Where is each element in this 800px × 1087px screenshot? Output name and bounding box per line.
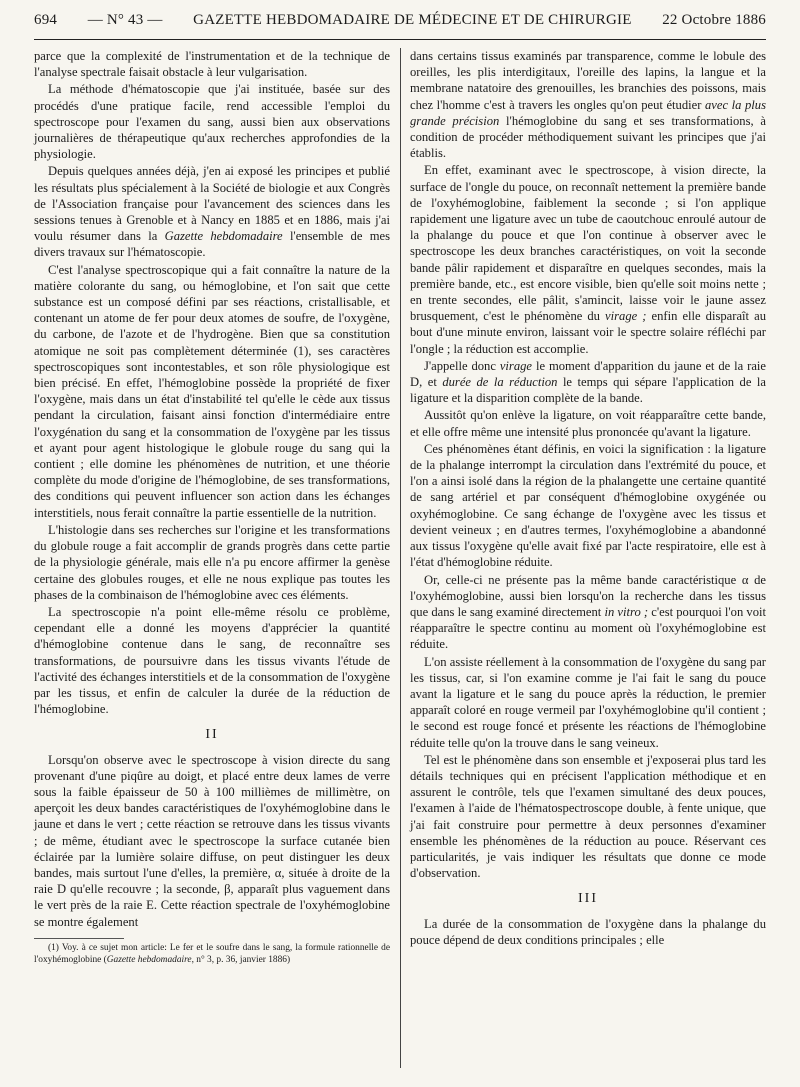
paragraph: parce que la complexité de l'instrumentation et de la technique de l'analyse spectrale faisait obstacle à leur vulgarisation. (34, 49, 390, 80)
paragraph: L'histologie dans ses recherches sur l'origine et les transformations du globule rouge a fait accomplir de grands progrès dans cette partie de la physiologie générale, mais elle n'a pu encore affirmer la genèse certaine des globules rouges, et elle ne nous explique pas toutes les phases de la combinaison de l'hémoglobine avec ces éléments. (34, 522, 390, 602)
paragraph: Aussitôt qu'on enlève la ligature, on voit réapparaître cette bande, et elle offre même une intensité plus prononcée qu'avant la ligature. (410, 408, 766, 439)
paragraph: Depuis quelques années déjà, j'en ai exposé les principes et publié les résultats plus spécialement à la Société de biologie et aux Congrès de l'Association française pour l'avancement des sciences dans les sessions tenues à Grenoble et à Nancy en 1885 et en 1886, mais j'ai voulu résumer dans la Gazette hebdomadaire l'ensemble de mes divers travaux sur l'hématoscopie. (34, 164, 391, 260)
section-heading: III (578, 891, 598, 907)
journal-title: GAZETTE HEBDOMADAIRE DE MÉDECINE ET DE CHIRURGIE (193, 12, 632, 28)
paragraph: J'appelle donc virage le moment d'apparition du jaune et de la raie D, et durée de la réduction le temps qui sépare l'application de la ligature et la disparition complète de la bande. (410, 358, 767, 406)
issue-date: 22 Octobre 1886 (662, 12, 766, 28)
paragraph: Lorsqu'on observe avec le spectroscope à vision directe du sang provenant d'une piqûre au doigt, et placé entre deux lames de verre sous la faible épaisseur de 50 à 100 millièmes de millimètre, on aperçoit les deux bandes caractéristiques de l'oxyhémoglobine dans le jaune et dans le vert ; cette réaction se retrouve dans les tissus vivants ; de même, étudiant avec le spectroscope la surface cutanée bien éclairée par la lumière solaire diffuse, on peut distinguer les deux bandes, mais surtout l'une d'elles, la première, α, située à droite de la raie D qu'elle recouvre ; la seconde, β, apparaît plus vaguement dans le vert près de la raie E. Cette réaction spectrale de l'oxyhémoglobine se montre également (34, 752, 390, 929)
footnote-rule (34, 938, 124, 939)
paragraph: La durée de la consommation de l'oxygène dans la phalange du pouce dépend de deux conditions principales ; elle (410, 916, 766, 947)
paragraph: La méthode d'hématoscopie que j'ai instituée, basée sur des procédés d'une pratique facile, rend accessible l'emploi du spectroscope pour l'examen du sang, aussi bien aux observations journalières de thérapeutique qu'aux recherches approfondies de la physiologie. (34, 82, 390, 162)
left-column (34, 48, 390, 966)
section-heading: II (205, 727, 219, 743)
page-number: 694 (34, 12, 58, 28)
paragraph: C'est l'analyse spectroscopique qui a fait connaître la nature de la matière colorante du sang, ou hémoglobine, et l'on sait que cette substance est un composé défini par ses réactions, cristallisable, et contenant un atome de fer pour deux atomes de soufre, de l'oxygène, du carbone, de l'azote et de l'hydrogène. Bien que sa constitution atomique ne soit pas complètement déterminée (1), ses caractères spectroscopiques sont incontestables, et son rôle physiologique est bien précisé. En effet, l'hémoglobine possède la propriété de fixer l'oxygène, mais dans un état d'instabilité tel qu'elle le cède aux tissus pendant la circulation, faisant ainsi fonction d'intermédiaire entre l'oxygénation du sang et la consommation de l'oxygène par les tissus et ayant pour agent histologique le globule rouge du sang qui la contient ; elle domine les phénomènes de nutrition, et une théorie complète du mode d'origine de l'hémoglobine, de ses transformations, des conditions qui peuvent influencer son action dans les échanges interstitiels, nous ferait connaître la partie essentielle de la nutrition. (34, 262, 390, 520)
right-column (410, 48, 766, 949)
paragraph: L'on assiste réellement à la consommation de l'oxygène du sang par les tissus, car, si l'on examine comme je l'ai fait le sang du pouce avant la ligature et le sang du pouce après la réduction, le premier apparaît coloré en rouge vermeil par l'oxyhémoglobine qu'il contient ; le second est rouge foncé et présente les réactions de l'hémoglobine réduite telle qu'on la trouve dans le sang veineux. (410, 654, 766, 750)
paragraph: En effet, examinant avec le spectroscope, à vision directe, la surface de l'ongle du pouce, on reconnaît nettement la première bande de l'oxyhémoglobine, faiblement la seconde ; si l'on applique rapidement une ligature avec un tube de caoutchouc enroulé autour de la phalange du pouce et que l'on continue à observer avec le spectroscope les deux branches caractéristiques, on voit la seconde bande pâlir rapidement et disparaître en quelques secondes, mais la première bande, etc., est encore visible, bien qu'elle soit moins nette ; en trente secondes, elle pâlit, s'amincit, laisse voir le jaune assez brusquement, c'est le phénomène du virage ; enfin elle disparaît au bout d'une minute environ, laissant voir le spectre solaire réfléchi par l'ongle ; la réduction est accomplie. (410, 163, 766, 356)
journal-name-italic: Gazette hebdomadaire (164, 229, 283, 244)
footnote: (1) Voy. à ce sujet mon article: Le fer et le soufre dans le sang, la formule rationnelle de l'oxyhémoglobine (Gazette hebdomadaire, n° 3, p. 36, janvier 1886) (34, 942, 390, 965)
header-rule (34, 39, 766, 40)
column-divider (400, 48, 401, 1068)
paragraph: dans certains tissus examinés par transparence, comme le lobule des oreilles, les plis interdigitaux, l'oreille des lapins, la langue et la membrane natatoire des grenouilles, les branchies des poissons, mais chez l'homme c'est à travers les ongles qu'on peut étudier avec la plus grande précision l'hémoglobine du sang et ses transformations, à condition de procéder méthodiquement suivant les principes que j'ai établis. (410, 49, 766, 161)
paragraph: Ces phénomènes étant définis, en voici la signification : la ligature de la phalange interrompt la circulation dans l'extrémité du pouce, et l'on a ainsi isolé dans la région de la phalangette une certaine quantité de sang artériel et par conséquent d'hémoglobine oxygénée ou oxyhémoglobine. Ce sang échange de l'oxygène avec les tissus et devient veineux ; en d'autres termes, l'oxyhémoglobine a abandonné aux tissus l'oxygène qu'elle avait fixé par l'acte respiratoire, elle est à l'état d'hémoglobine réduite. (410, 441, 766, 570)
paragraph: Or, celle-ci ne présente pas la même bande caractéristique α de l'oxyhémoglobine, aussi bien lorsqu'on la recherche dans les tissus que dans le sang examiné directement in vitro ; c'est pourquoi l'on voit réapparaître le spectre continu au moment où l'oxyhémoglobine est réduite. (410, 572, 766, 652)
issue-number: — N° 43 — (87, 12, 163, 28)
paragraph: La spectroscopie n'a point elle-même résolu ce problème, cependant elle a donné les moyens d'apprécier la quantité d'hémoglobine contenue dans le sang, de reconnaître ses transformations, de poursuivre dans les tissus vivants l'étude de l'activité des échanges interstitiels et de la consommation de l'oxygène par les tissus, et enfin de calculer la durée de la réduction de l'hémoglobine. (34, 604, 390, 717)
running-header (34, 12, 766, 34)
paragraph: Tel est le phénomène dans son ensemble et j'exposerai plus tard les détails techniques qui en précisent l'application méthodique et en assurent le contrôle, tels que l'examen simultané des deux pouces, l'examen à l'aide de l'hématospectroscope double, à fente unique, que j'ai fait construire pour permettre à deux personnes d'examiner ensemble les phénomènes de la réduction au pouce. Réservant ces particularités, je vais indiquer les résultats que donne ce mode d'observation. (410, 752, 766, 881)
